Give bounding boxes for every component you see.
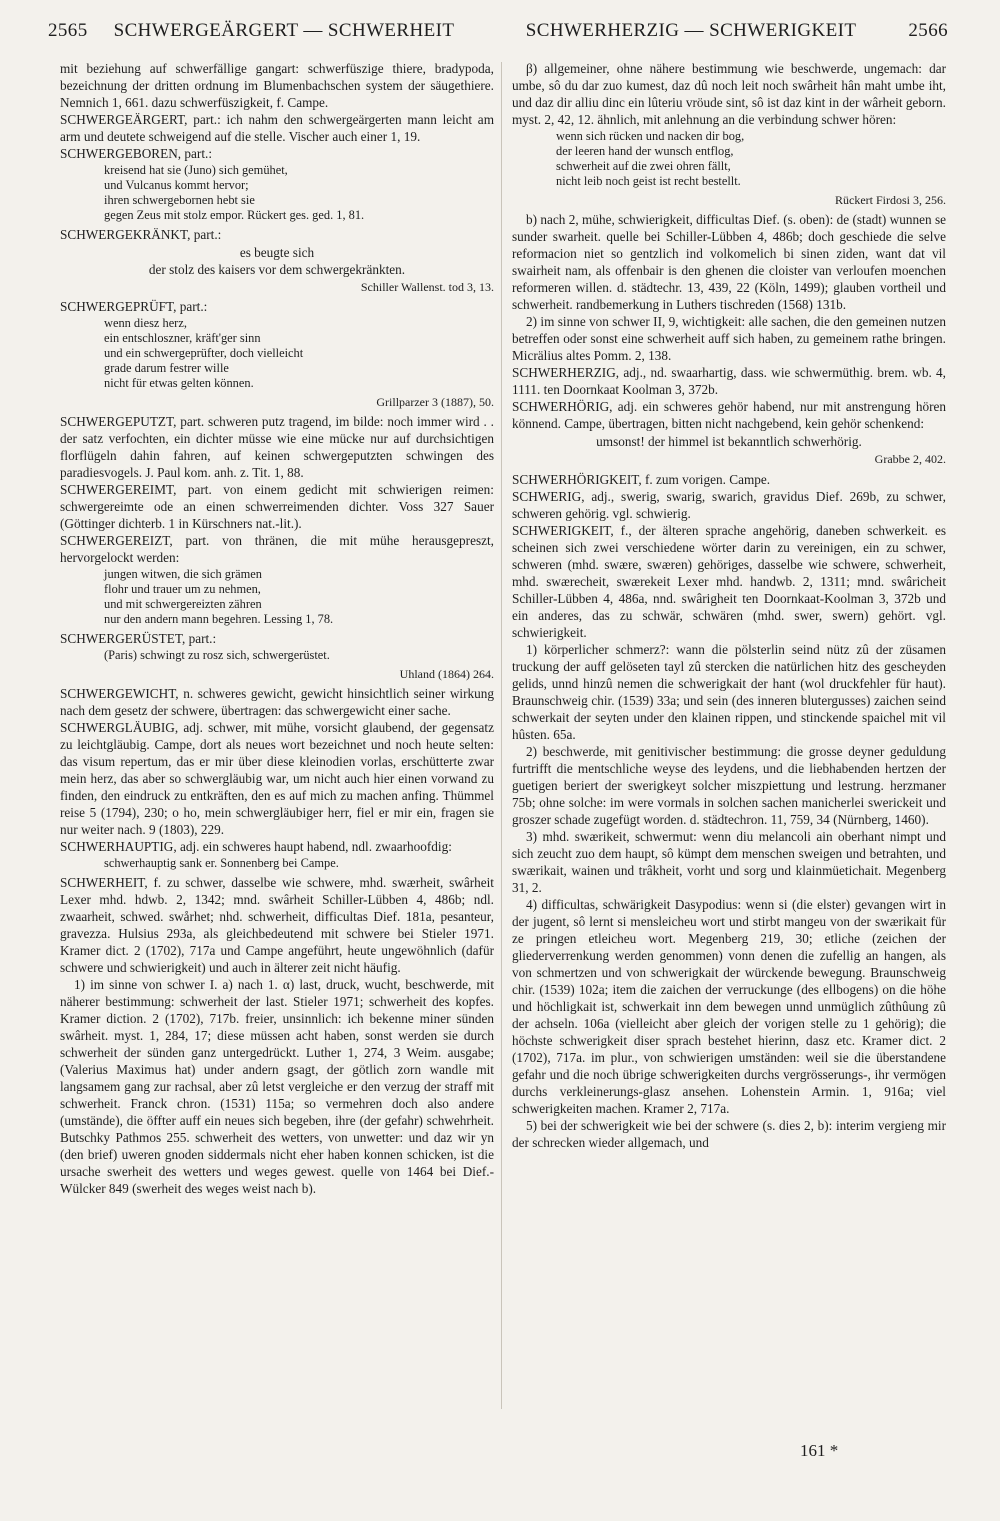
centered-quotation: es beugte sich der stolz des kaisers vor dem schwergekränkten. — [148, 245, 406, 277]
quotation-source: Uhland (1864) 264. — [399, 667, 494, 681]
signature-mark: 161 * — [800, 1441, 839, 1460]
dictionary-entry: SCHWERHÖRIGKEIT, f. zum vorigen. Campe. — [512, 472, 771, 487]
entry-paragraph: 1) körperlicher schmerz?: wann die pölsterlin seind nütz zû der züsamen truckung der auff gelöseten tayl zû stercken die natürlichen hitz des gescheyden gelids, unnd hinzû nemen die schwerigkait der hant (wol druckfehler für haut). Braunschweig chir. (1539) 33a; und sein (des inneren blutergusses) zaichen seind schwerkait der seyten under den klainen rippen, und stinckende spaichel mit vil hûsten. 65a. — [512, 642, 946, 742]
dictionary-entry: SCHWERGLÄUBIG, adj. schwer, mit mühe, vorsicht glaubend, der gegensatz zu leichtgläubig. Campe, dort als neues wort bezeichnet und noch heute selten: das visum repertum, das er mir über diese kleinodien vorlas, erschütterte zwar mein herz, das aber so schwergläubig war, um nicht auch hier einen vorwand zu finden, den eindruck zu entkräften, den es auf mich zu machen anfing. Thümmel reise 5 (1794), 230; o ho, mein schwergläubiger herr, fiel er mir ein, fragen sie nur weiter nach. 9 (1803), 229. — [60, 720, 494, 837]
quotation-source: Grillparzer 3 (1887), 50. — [376, 395, 494, 409]
verse-quotation: wenn diesz herz, ein entschloszner, kräft'ger sinn und ein schwergeprüfter, doch vielleicht grade darum festrer wille nicht für etwas gelten können. — [104, 316, 304, 390]
dictionary-entry: SCHWERGEBOREN, part.: — [60, 146, 212, 161]
entry-paragraph: 2) im sinne von schwer II, 9, wichtigkeit: alle sachen, die den gemeinen nutzen betreffen oder sonst eine schwerheit auff sich haben, zu gemeinem rathe bringen. Micrälius altes Pomm. 2, 138. — [512, 314, 946, 363]
entry-paragraph: b) nach 2, mühe, schwierigkeit, difficultas Dief. (s. oben): de (stadt) wunnen se sunder swarheit. quelle bei Schiller-Lübben 4, 486b; doch geschiede die selve reformacion niet so gentzlich ind volkomelich bi sinen ziden, want dat vil swairheit nam, als offenbair is den ghenen die cloister van verloufen moenchen reformeren willen. d. städtechr. 13, 439, 22 (Köln, 1499); glauben vortheil und schwerheit. randbemerkung in Luthers tischreden (1568) 131b. — [512, 212, 946, 312]
verse-quotation: schwerhauptig sank er. Sonnenberg bei Campe. — [104, 856, 339, 870]
dictionary-entry: SCHWERGEPRÜFT, part.: — [60, 299, 208, 314]
dictionary-entry: mit beziehung auf schwerfällige gangart: schwerfüszige thiere, bradypoda, bezeichnung der dritten ordnung im Blumenbachschen system der säugethiere. Nemnich 1, 661. dazu schwerfüszigkeit, f. Campe. — [60, 61, 494, 110]
entry-paragraph: 1) im sinne von schwer I. a) nach 1. α) last, druck, wucht, beschwerde, mit näherer bestimmung: schwerheit der last. Stieler 1971; schwerheit des kopfes. Kramer diction. 2 (1702), 717b. freier, unsinnlich: ich bekenne miner sünden swârheit. myst. 1, 284, 17; diese müssen acht haben, sonst werden sie durch schwerheit der sünden ganz untergedrückt. Luther 1, 274, 3 Weim. ausgabe; (Valerius Maximus hat) under andern gsagt, der götlich zorn wandle mit langsamem gang zur rachsal, aber zû letst vergleiche er den verzug der straff mit schwerheit. Franck chron. (1531) 115a; so vermehren doch also andere (umstände), die öffter auff ein neues sich begeben, ihre (der gefahr) schwehrheit. Butschky Pathmos 255. schwerheit des wetters, von unwetter: und daz wir yn (den brief) uweren gnoden siddermals nicht eher haben konnen schicken, ist die ursache swerheit des wetters und weges gewest. quelle von 1464 bei Dief.-Wülcker 849 (swerheit des weges weist nach b). — [60, 977, 494, 1196]
entry-paragraph: 5) bei der schwerigkeit wie bei der schwere (s. dies 2, b): interim vergieng mir der schrecken wieder allgemach, und — [512, 1118, 946, 1150]
right-column — [512, 60, 946, 1435]
dictionary-entry: SCHWERIGKEIT, f., der älteren sprache angehörig, daneben schwerkeit. es scheinen sich zwei verschiedene wörter darin zu vereinigen, ein zu schwer, schweren (mhd. swære, swæren) gehöriges, dasselbe wie schwere, schwerheit, mhd. swærecheit, swærekeit Lexer mhd. handwb. 2, 1311; mnd. swâricheit Schiller-Lübben 4, 486a, nnd. swârigheit ten Doornkaat-Koolman 3, 372b und ein anderes, das zu schwär, schwären (mhd. swer, swern) gehört. vgl. schwierigkeit. — [512, 523, 946, 640]
entry-paragraph: 3) mhd. swærikeit, schwermut: wenn diu melancoli ain oberhant nimpt und sich zeucht zuo dem haupt, sô kümpt dem menschen sweigen und betrahten, und swærikait, wainen und trâkheit, vorht und sorg und klainmüetichait. Megenberg 31, 2. — [512, 829, 946, 895]
dictionary-entry: SCHWERHEIT, f. zu schwer, dasselbe wie schwere, mhd. swærheit, swârheit Lexer mhd. hdwb. 2, 1342; mnd. swârheit Schiller-Lübben 4, 486b; ndl. zwaarheit, schwed. swårhet; nhd. schwerheit, difficultas Dief. 181a, pesanteur, gravezza. Hulsius 293a, als gleichbedeutend mit schwere bei Stieler 1971. Kramer dict. 2 (1702), 717a und Campe angeführt, heute ungewöhnlich (dafür schwere und schwierigkeit) und auch in älterer zeit nicht häufig. — [60, 875, 494, 975]
verse-quotation: kreisend hat sie (Juno) sich gemühet, und Vulcanus kommt hervor; ihren schwergebornen hebt sie gegen Zeus mit stolz empor. Rückert ges. ged. 1, 81. — [104, 163, 365, 222]
dictionary-entry: SCHWERHERZIG, adj., nd. swaarhartig, dass. wie schwermüthig. brem. wb. 4, 1111. ten Doornkaat Koolman 3, 372b. — [512, 365, 946, 397]
running-title-right: SCHWERHERZIG — SCHWERIGKEIT — [525, 20, 857, 41]
dictionary-entry: SCHWERGEREIMT, part. von einem gedicht mit schwierigen reimen: schwergereimte ode an einen schwerreimenden dichter. Voss 327 Sauer (Göttinger dichterb. 1 in Kürschners nat.-lit.). — [60, 482, 494, 531]
page-number-right: 2566 — [908, 20, 948, 41]
column-divider — [501, 62, 502, 1409]
running-title-left: SCHWERGEÄRGERT — SCHWERHEIT — [113, 20, 455, 41]
entry-paragraph: β) allgemeiner, ohne nähere bestimmung wie beschwerde, ungemach: dar umbe, sô du dar zuo kumest, daz dû noch leit noch swârheit hân maht umbe iht, und daz dir alliu dinc ein lûteriu vröude sint, sô ist daz kint in der wârheit geborn. myst. 2, 42, 12. ähnlich, mit anlehnung an die verbindung schwer hören: — [512, 61, 946, 127]
quotation-source: Grabbe 2, 402. — [874, 452, 946, 466]
page-number-left: 2565 — [48, 20, 88, 41]
centered-quotation: umsonst! der himmel ist bekanntlich schwerhörig. — [596, 434, 862, 449]
entry-paragraph: 4) difficultas, schwärigkeit Dasypodius: wenn si (die elster) gevangen wirt in der jugent, sô lernt si mensleicheu wort und stirbt mangeu von der swærikait für ze pringen etleicheu wort. Megenberg 219, 30; etliche (zeichen der gliederverrenkung werden genommen) vonn denen die zufellig an hangen, als von schmertzen und von schwerigkait der würckende bewegung. Braunschweig chir. (1539) 102a; item die zaichen der verruckunge (des ellbogens) on die höhe und höchligkait ist, schwerkait inn dem bewegen unnd unmüglich zûthûung zû der achseln. 106a (vielleicht aber gleich der vorigen stelle zu 1 gehörig); die höchste schwerigkeit diser sprach bestehet hierinn, dasz etc. Kramer dict. 2 (1702), 717a. im plur., von schwierigen umständen: weil sie die überstandene gefahr und die noch übrige schwerigkeiten durchs vergrösserungs-, ihr vermögen durchs verkleinerungs-glasz ansehen. Lohenstein Armin. 1, 916a; viel schwerigkeiten machen. Kramer 2, 717a. — [512, 897, 946, 1116]
dictionary-entry: SCHWERGEKRÄNKT, part.: — [60, 227, 222, 242]
quotation-source: Schiller Wallenst. tod 3, 13. — [360, 280, 494, 294]
dictionary-entry: SCHWERGEWICHT, n. schweres gewicht, gewicht hinsichtlich seiner wirkung nach dem gesetz der schwere, übertragen: das schwergewicht einer sache. — [60, 686, 494, 718]
dictionary-entry: SCHWERHÖRIG, adj. ein schweres gehör habend, nur mit anstrengung hören könnend. Campe, übertragen, bitten nicht nachgebend, kein gehör schenkend: — [512, 399, 946, 431]
verse-quotation: wenn sich rücken und nacken dir bog, der leeren hand der wunsch entflog, schwerheit auf die zwei ohren fällt, nicht leib noch geist ist recht bestellt. — [556, 129, 745, 188]
dictionary-entry: SCHWERGEPUTZT, part. schweren putz tragend, im bilde: noch immer wird . . der satz verfochten, ein dichter müsse wie eine mücke nur auf durchsichtigen florflügeln dahin fahren, auf keinen schwergeputzten schwingen des paradiesvogels. J. Paul kom. anh. z. Tit. 1, 88. — [60, 414, 494, 480]
dictionary-entry: SCHWERGEÄRGERT, part.: ich nahm den schwergeärgerten mann leicht am arm und deutete schweigend auf die stelle. Vischer auch einer 1, 19. — [60, 112, 494, 144]
verse-quotation: jungen witwen, die sich grämen flohr und trauer um zu nehmen, und mit schwergereizten zähren nur den andern mann begehren. Lessing 1, 78. — [104, 567, 334, 626]
dictionary-entry: SCHWERHAUPTIG, adj. ein schweres haupt habend, ndl. zwaarhoofdig: — [60, 839, 452, 854]
header-left — [48, 20, 454, 42]
dictionary-entry: SCHWERGEREIZT, part. von thränen, die mit mühe herausgepreszt, hervorgelockt werden: — [60, 533, 494, 565]
header-right — [526, 20, 948, 42]
left-column — [60, 60, 494, 1435]
page-header — [48, 20, 948, 52]
dictionary-entry: SCHWERIG, adj., swerig, swarig, swarich, gravidus Dief. 269b, zu schwer, schweren gehörig. vgl. schwierig. — [512, 489, 946, 521]
verse-quotation: (Paris) schwingt zu rosz sich, schwergerüstet. — [104, 648, 330, 662]
quotation-source: Rückert Firdosi 3, 256. — [835, 193, 946, 207]
dictionary-entry: SCHWERGERÜSTET, part.: — [60, 631, 217, 646]
entry-paragraph: 2) beschwerde, mit genitivischer bestimmung: die grosse deyner geduldung furtrifft die mentschliche weyse des leydens, und die liebhabenden hertzen der guetigen beriert der swerigkeyt solcher miszpiettung und lestrung. herzmaner 75b; ohne solche: im were vormals in solchen sachen manicherlei swerickeit und groszer schade zugefügt worden. d. städtechron. 11, 759, 34 (Nürnberg, 1460). — [512, 744, 946, 827]
